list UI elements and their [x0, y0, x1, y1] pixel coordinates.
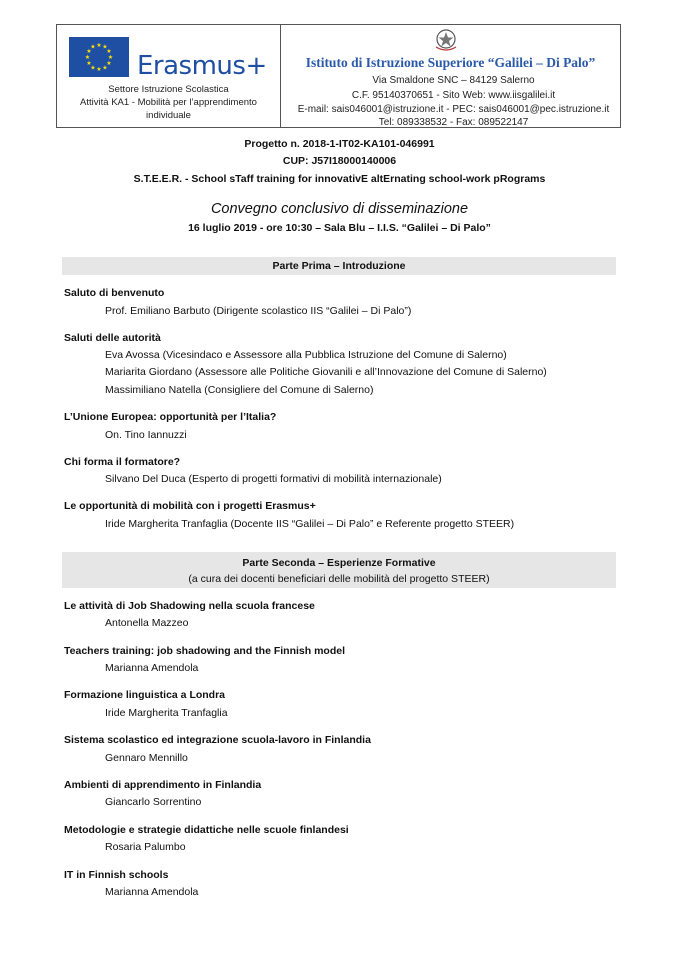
section-title: Chi forma il formatore? [64, 456, 181, 468]
part1-header: Parte Prima – Introduzione [62, 257, 616, 275]
eu-flag-icon [69, 37, 129, 77]
section-title: Saluto di benvenuto [64, 287, 165, 299]
section-title: IT in Finnish schools [64, 869, 169, 881]
school-block [281, 25, 620, 127]
section-speaker: Silvano Del Duca (Esperto di progetti formativi di mobilità internazionale) [105, 473, 442, 485]
school-email: E-mail: sais046001@istruzione.it - PEC: sais046001@pec.istruzione.it [297, 104, 610, 115]
svg-text:★: ★ [102, 43, 108, 51]
svg-text:★: ★ [86, 48, 92, 55]
svg-text:★: ★ [96, 42, 102, 49]
section-speaker: Marianna Amendola [105, 886, 199, 898]
svg-text:★: ★ [106, 48, 112, 55]
section-speaker: Rosaria Palumbo [105, 841, 186, 853]
project-name: S.T.E.E.R. - School sTaff training for innovativE altErnating school-work pRograms [133, 173, 546, 185]
project-cup: CUP: J57I18000140006 [282, 155, 397, 167]
section-title: Metodologie e strategie didattiche nelle scuole finlandesi [64, 824, 349, 836]
event-title: Convegno conclusivo di disseminazione [210, 201, 469, 217]
section-title: Saluti delle autorità [64, 332, 161, 344]
part2-header: Parte Seconda – Esperienze Formative (a cura dei docenti beneficiari delle mobilità del progetto STEER) [62, 552, 616, 588]
section-title: Ambienti di apprendimento in Finlandia [64, 779, 262, 791]
section-title: Teachers training: job shadowing and the Finnish model [64, 645, 345, 657]
section-title: Le attività di Job Shadowing nella scuola francese [64, 600, 315, 612]
svg-text:★: ★ [106, 60, 112, 67]
section-speaker: Marianna Amendola [105, 662, 199, 674]
section-title: Sistema scolastico ed integrazione scuola-lavoro in Finlandia [64, 734, 371, 746]
section-speaker: On. Tino Iannuzzi [105, 429, 187, 441]
erasmus-block [57, 25, 281, 127]
section-title: Le opportunità di mobilità con i progetti Erasmus+ [64, 500, 316, 512]
school-cf-web: C.F. 95140370651 - Sito Web: www.iisgalilei.it [351, 90, 556, 101]
section-speaker: Iride Margherita Tranfaglia (Docente IIS “Galilei – Di Palo” e Referente progetto STEER) [105, 518, 515, 530]
event-details: 16 luglio 2019 - ore 10:30 – Sala Blu – I.I.S. “Galilei – Di Palo” [188, 222, 491, 234]
section-speaker: Iride Margherita Tranfaglia [105, 707, 228, 719]
project-number: Progetto n. 2018-1-IT02-KA101-046991 [244, 138, 435, 150]
school-address: Via Smaldone SNC – 84129 Salerno [372, 75, 535, 86]
section-speaker: Gennaro Mennillo [105, 752, 188, 764]
section-speaker: Antonella Mazzeo [105, 617, 189, 629]
section-speaker: Giancarlo Sorrentino [105, 796, 202, 808]
letterhead [56, 24, 621, 128]
erasmus-caption: Settore Istruzione Scolastica Attività KA1 - Mobilità per l’apprendimento individuale [80, 84, 257, 121]
section-speaker: Mariarita Giordano (Assessore alle Politiche Giovanili e all’Innovazione del Comune di Salerno) [105, 366, 547, 378]
section-title: L’Unione Europea: opportunità per l’Italia? [64, 411, 277, 423]
svg-text:★: ★ [96, 66, 102, 73]
section-speaker: Prof. Emiliano Barbuto (Dirigente scolastico IIS “Galilei – Di Palo”) [105, 305, 412, 317]
school-name: Istituto di Istruzione Superiore “Galilei – Di Palo” [305, 55, 596, 70]
svg-text:★: ★ [102, 64, 108, 72]
school-tel: Tel: 089338532 - Fax: 089522147 [378, 117, 529, 128]
erasmus-logo-text: Erasmus+ [137, 51, 267, 81]
svg-text:★: ★ [107, 54, 114, 61]
section-speaker: Eva Avossa (Vicesindaco e Assessore alla Pubblica Istruzione del Comune di Salerno) [105, 349, 507, 361]
svg-text:★: ★ [90, 64, 96, 72]
section-title: Formazione linguistica a Londra [64, 689, 226, 701]
svg-text:★: ★ [84, 54, 91, 61]
svg-text:★: ★ [86, 60, 92, 67]
section-speaker: Massimiliano Natella (Consigliere del Comune di Salerno) [105, 384, 374, 396]
italian-emblem-icon [433, 27, 459, 51]
svg-text:★: ★ [90, 43, 96, 51]
